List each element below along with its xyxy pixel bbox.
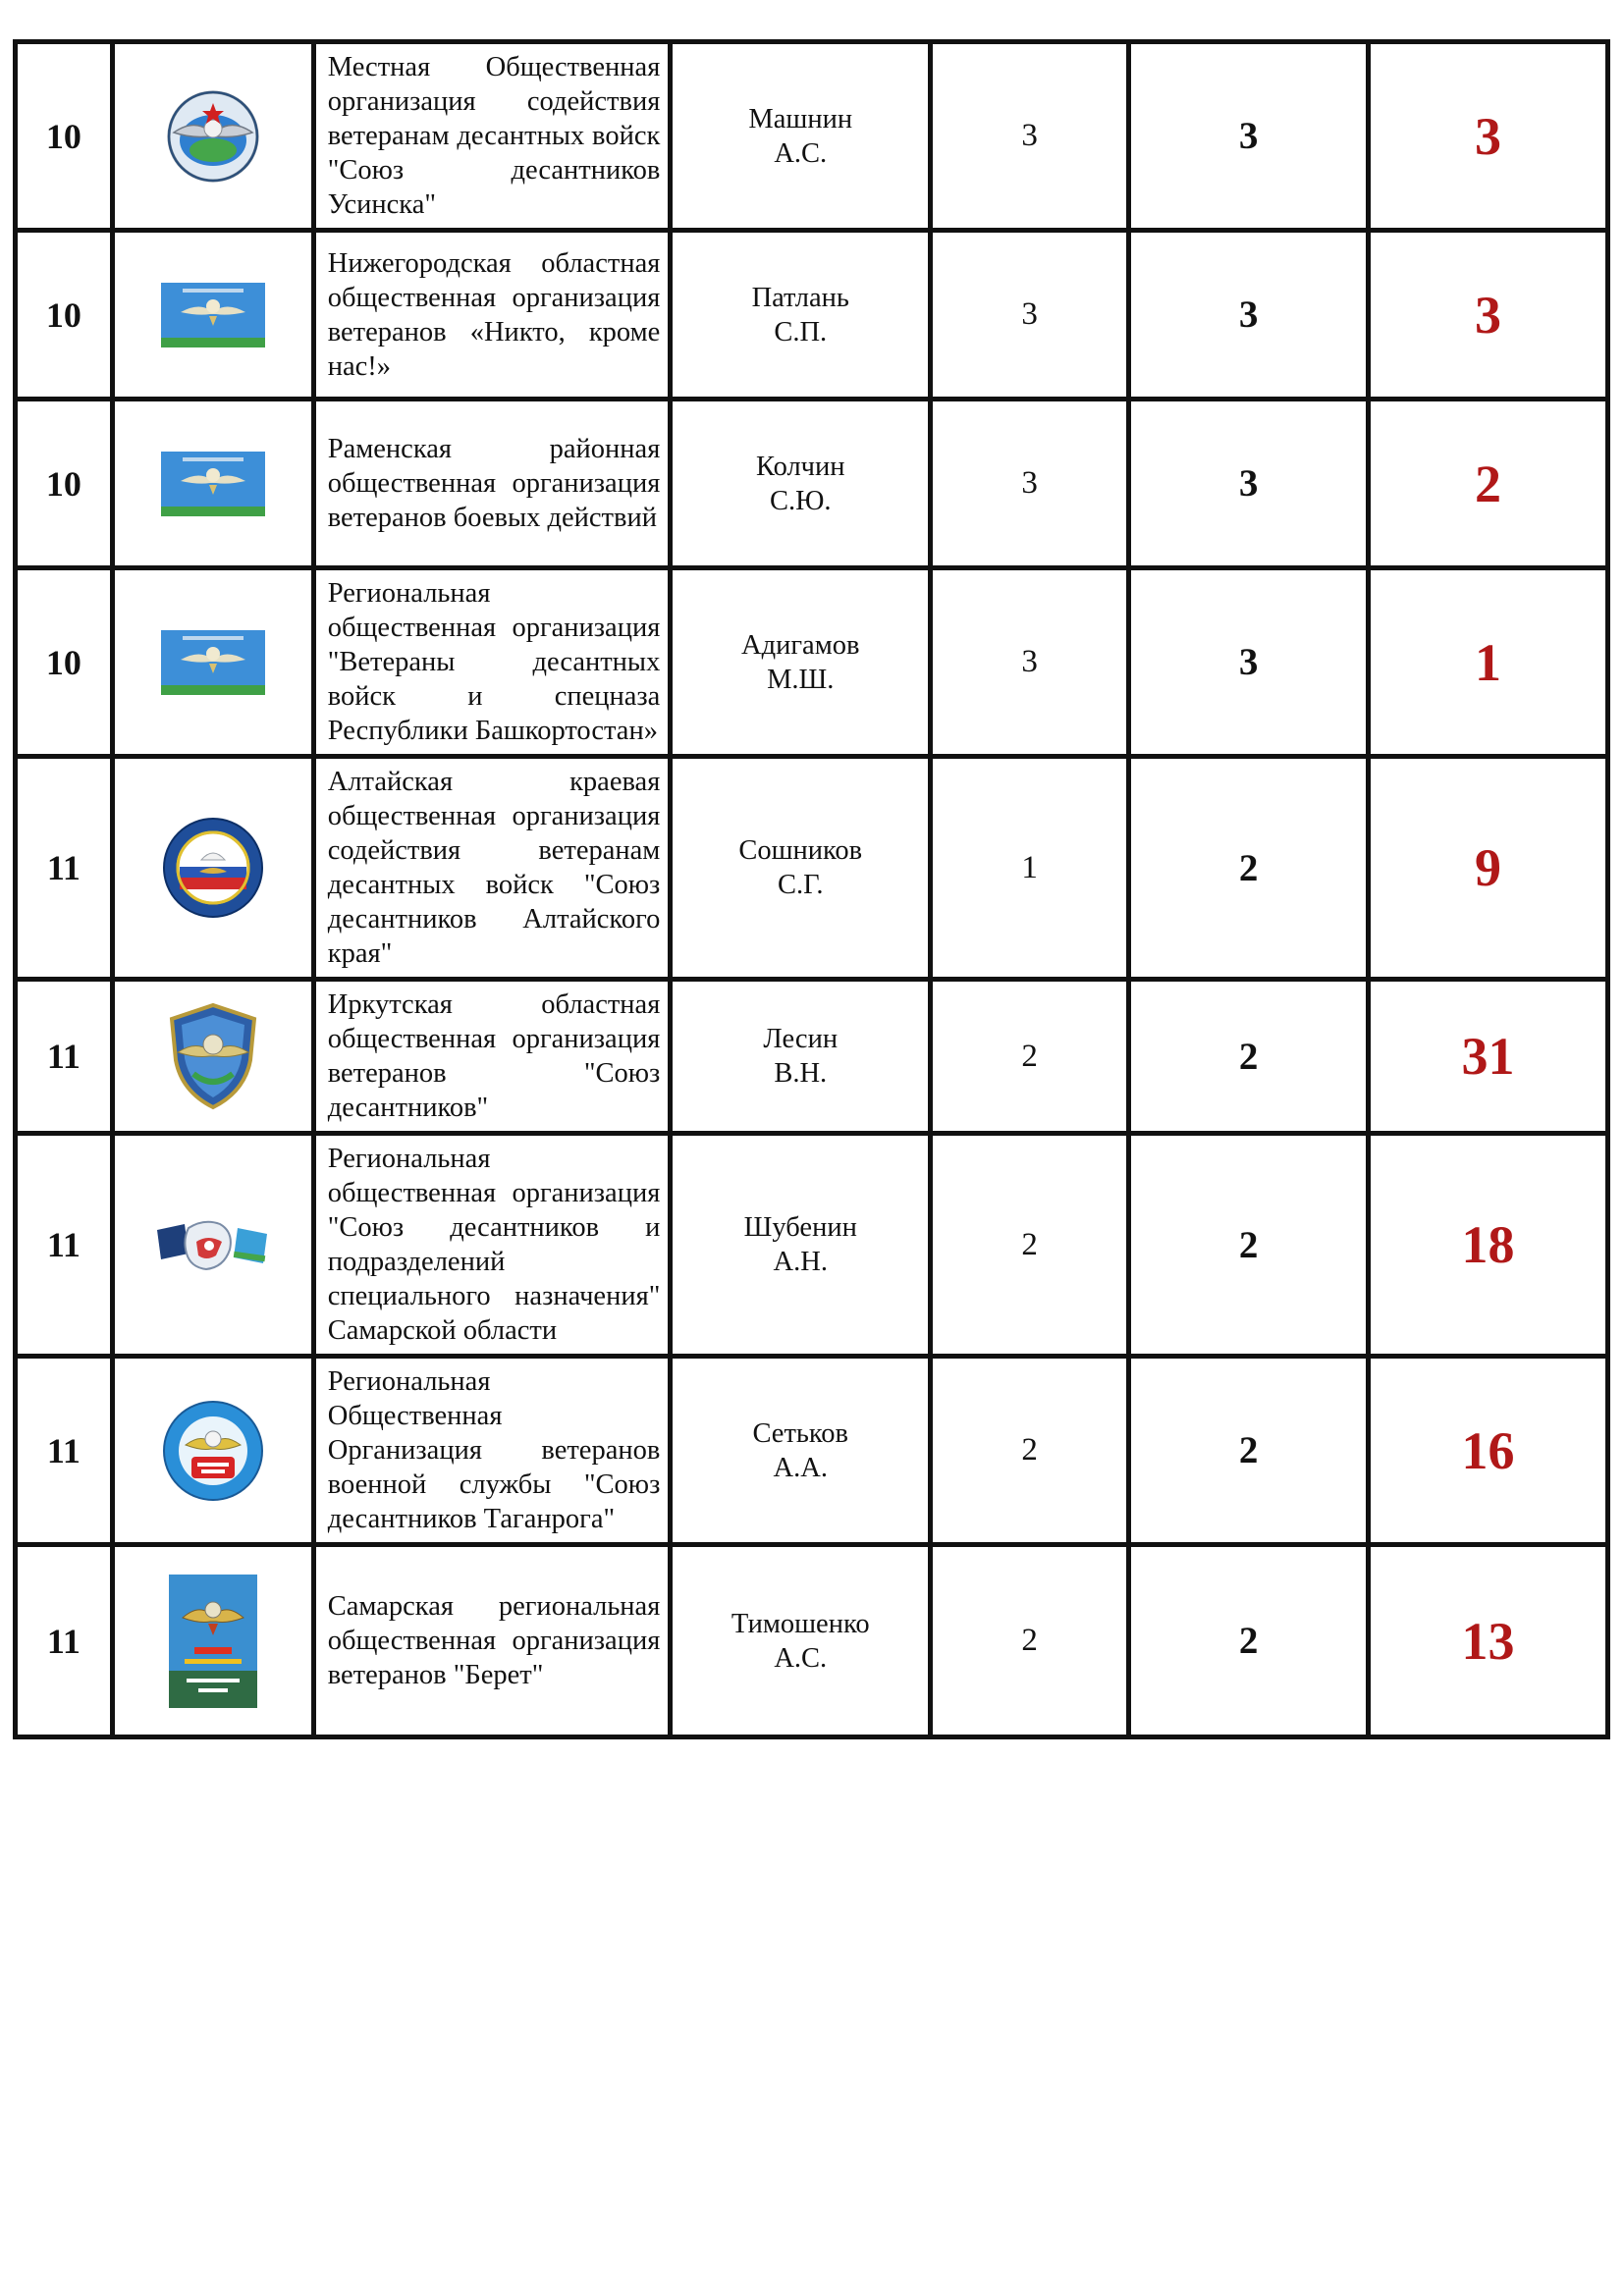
score-column-5: 3 <box>931 231 1129 400</box>
organization-name: Алтайская краевая общественная организация содействия ветеранам десантных войск "Союз десантников Алтайского края" <box>327 767 661 969</box>
score-column-6: 3 <box>1129 568 1369 757</box>
leader-surname: Шубенин <box>743 1212 857 1243</box>
leader-surname: Тимошенко <box>731 1608 870 1639</box>
emblem-cell <box>112 400 313 568</box>
organization-name-cell <box>313 980 671 1134</box>
organization-name: Раменская районная общественная организация ветеранов боевых действий <box>327 434 661 533</box>
organization-name: Региональная общественная организация "Союз десантников и подразделений специального назначения" Самарской области <box>327 1144 661 1346</box>
row-number: 10 <box>16 400 113 568</box>
leader-initials: С.Г. <box>777 870 824 900</box>
leader-cell <box>671 1357 931 1545</box>
leader-initials: С.П. <box>774 316 828 347</box>
score-column-6: 2 <box>1129 757 1369 980</box>
leader-initials: В.Н. <box>774 1058 828 1089</box>
organization-name: Региональная Общественная Организация ветеранов военной службы "Союз десантников Таганрога" <box>327 1366 661 1534</box>
emblem-cell <box>112 757 313 980</box>
leader-initials: А.Н. <box>773 1247 828 1277</box>
row-number: 10 <box>16 568 113 757</box>
organization-name-cell <box>313 231 671 400</box>
leader-cell <box>671 568 931 757</box>
leader-initials: А.С. <box>774 1642 828 1674</box>
leader-surname: Колчин <box>755 451 845 482</box>
leader-cell <box>671 980 931 1134</box>
score-column-6: 2 <box>1129 1357 1369 1545</box>
table-row <box>16 1357 1608 1545</box>
paratrooper-wings-oval-emblem-icon <box>166 89 260 184</box>
score-column-6: 3 <box>1129 42 1369 231</box>
leader-cell <box>671 1545 931 1737</box>
vdv-flag-icon <box>161 283 265 347</box>
score-column-7: 16 <box>1369 1357 1608 1545</box>
leader-cell <box>671 42 931 231</box>
emblem-cell <box>112 1357 313 1545</box>
row-number: 10 <box>16 42 113 231</box>
score-column-6: 2 <box>1129 1545 1369 1737</box>
organization-name: Иркутская областная общественная организация ветеранов "Союз десантников" <box>327 989 661 1123</box>
organization-name-cell <box>313 568 671 757</box>
organization-name-cell <box>313 757 671 980</box>
table-row <box>16 1134 1608 1357</box>
row-number: 11 <box>16 1545 113 1737</box>
leader-surname: Сетьков <box>752 1417 849 1449</box>
leader-cell <box>671 400 931 568</box>
organization-name-cell <box>313 1545 671 1737</box>
row-number: 11 <box>16 1134 113 1357</box>
row-number: 10 <box>16 231 113 400</box>
score-column-5: 2 <box>931 1134 1129 1357</box>
score-column-5: 2 <box>931 1545 1129 1737</box>
leader-surname: Патлань <box>751 282 849 313</box>
row-number: 11 <box>16 757 113 980</box>
organization-name: Региональная общественная организация "Ветераны десантных войск и спецназа Республики Башкортостан» <box>327 578 661 746</box>
score-column-5: 1 <box>931 757 1129 980</box>
score-column-5: 3 <box>931 400 1129 568</box>
table-row <box>16 980 1608 1134</box>
emblem-cell <box>112 231 313 400</box>
row-number: 11 <box>16 1357 113 1545</box>
emblem-cell <box>112 42 313 231</box>
organization-name-cell <box>313 400 671 568</box>
leader-cell <box>671 757 931 980</box>
organization-name: Нижегородская областная общественная организация ветеранов «Никто, кроме нас!» <box>327 247 661 382</box>
score-column-7: 18 <box>1369 1134 1608 1357</box>
emblem-cell <box>112 1545 313 1737</box>
organization-name-cell <box>313 42 671 231</box>
score-column-7: 1 <box>1369 568 1608 757</box>
round-light-blue-badge-icon <box>162 1400 264 1502</box>
emblem-cell <box>112 568 313 757</box>
score-column-6: 3 <box>1129 400 1369 568</box>
leader-surname: Лесин <box>763 1024 839 1054</box>
organization-name: Самарская региональная общественная организация ветеранов "Берет" <box>327 1591 661 1690</box>
leader-surname: Адигамов <box>741 629 860 661</box>
shield-badge-icon <box>164 1001 262 1111</box>
score-column-7: 9 <box>1369 757 1608 980</box>
score-column-7: 31 <box>1369 980 1608 1134</box>
score-column-7: 2 <box>1369 400 1608 568</box>
table-row <box>16 42 1608 231</box>
score-column-7: 3 <box>1369 231 1608 400</box>
beret-poster-icon <box>169 1575 257 1708</box>
organization-name: Местная Общественная организация содействия ветеранам десантных войск "Союз десантников Усинска" <box>327 52 661 220</box>
score-column-7: 3 <box>1369 42 1608 231</box>
table-row <box>16 757 1608 980</box>
leader-initials: А.С. <box>774 137 828 169</box>
leader-surname: Сошников <box>738 835 863 866</box>
table-row <box>16 231 1608 400</box>
emblem-cell <box>112 980 313 1134</box>
leader-surname: Машнин <box>748 103 853 134</box>
round-blue-badge-icon <box>162 817 264 919</box>
table-row <box>16 1545 1608 1737</box>
score-column-6: 2 <box>1129 980 1369 1134</box>
organization-name-cell <box>313 1357 671 1545</box>
region-map-flags-icon <box>155 1214 271 1275</box>
vdv-flag-icon <box>161 630 265 695</box>
registry-table <box>13 39 1610 1739</box>
vdv-flag-icon <box>161 452 265 516</box>
leader-initials: А.А. <box>773 1452 828 1483</box>
leader-initials: С.Ю. <box>769 485 832 516</box>
score-column-5: 2 <box>931 1357 1129 1545</box>
score-column-5: 3 <box>931 42 1129 231</box>
score-column-6: 3 <box>1129 231 1369 400</box>
table-row <box>16 400 1608 568</box>
organization-name-cell <box>313 1134 671 1357</box>
emblem-cell <box>112 1134 313 1357</box>
row-number: 11 <box>16 980 113 1134</box>
score-column-5: 3 <box>931 568 1129 757</box>
leader-cell <box>671 231 931 400</box>
leader-cell <box>671 1134 931 1357</box>
leader-initials: М.Ш. <box>767 664 835 695</box>
score-column-5: 2 <box>931 980 1129 1134</box>
score-column-7: 13 <box>1369 1545 1608 1737</box>
table-row <box>16 568 1608 757</box>
score-column-6: 2 <box>1129 1134 1369 1357</box>
